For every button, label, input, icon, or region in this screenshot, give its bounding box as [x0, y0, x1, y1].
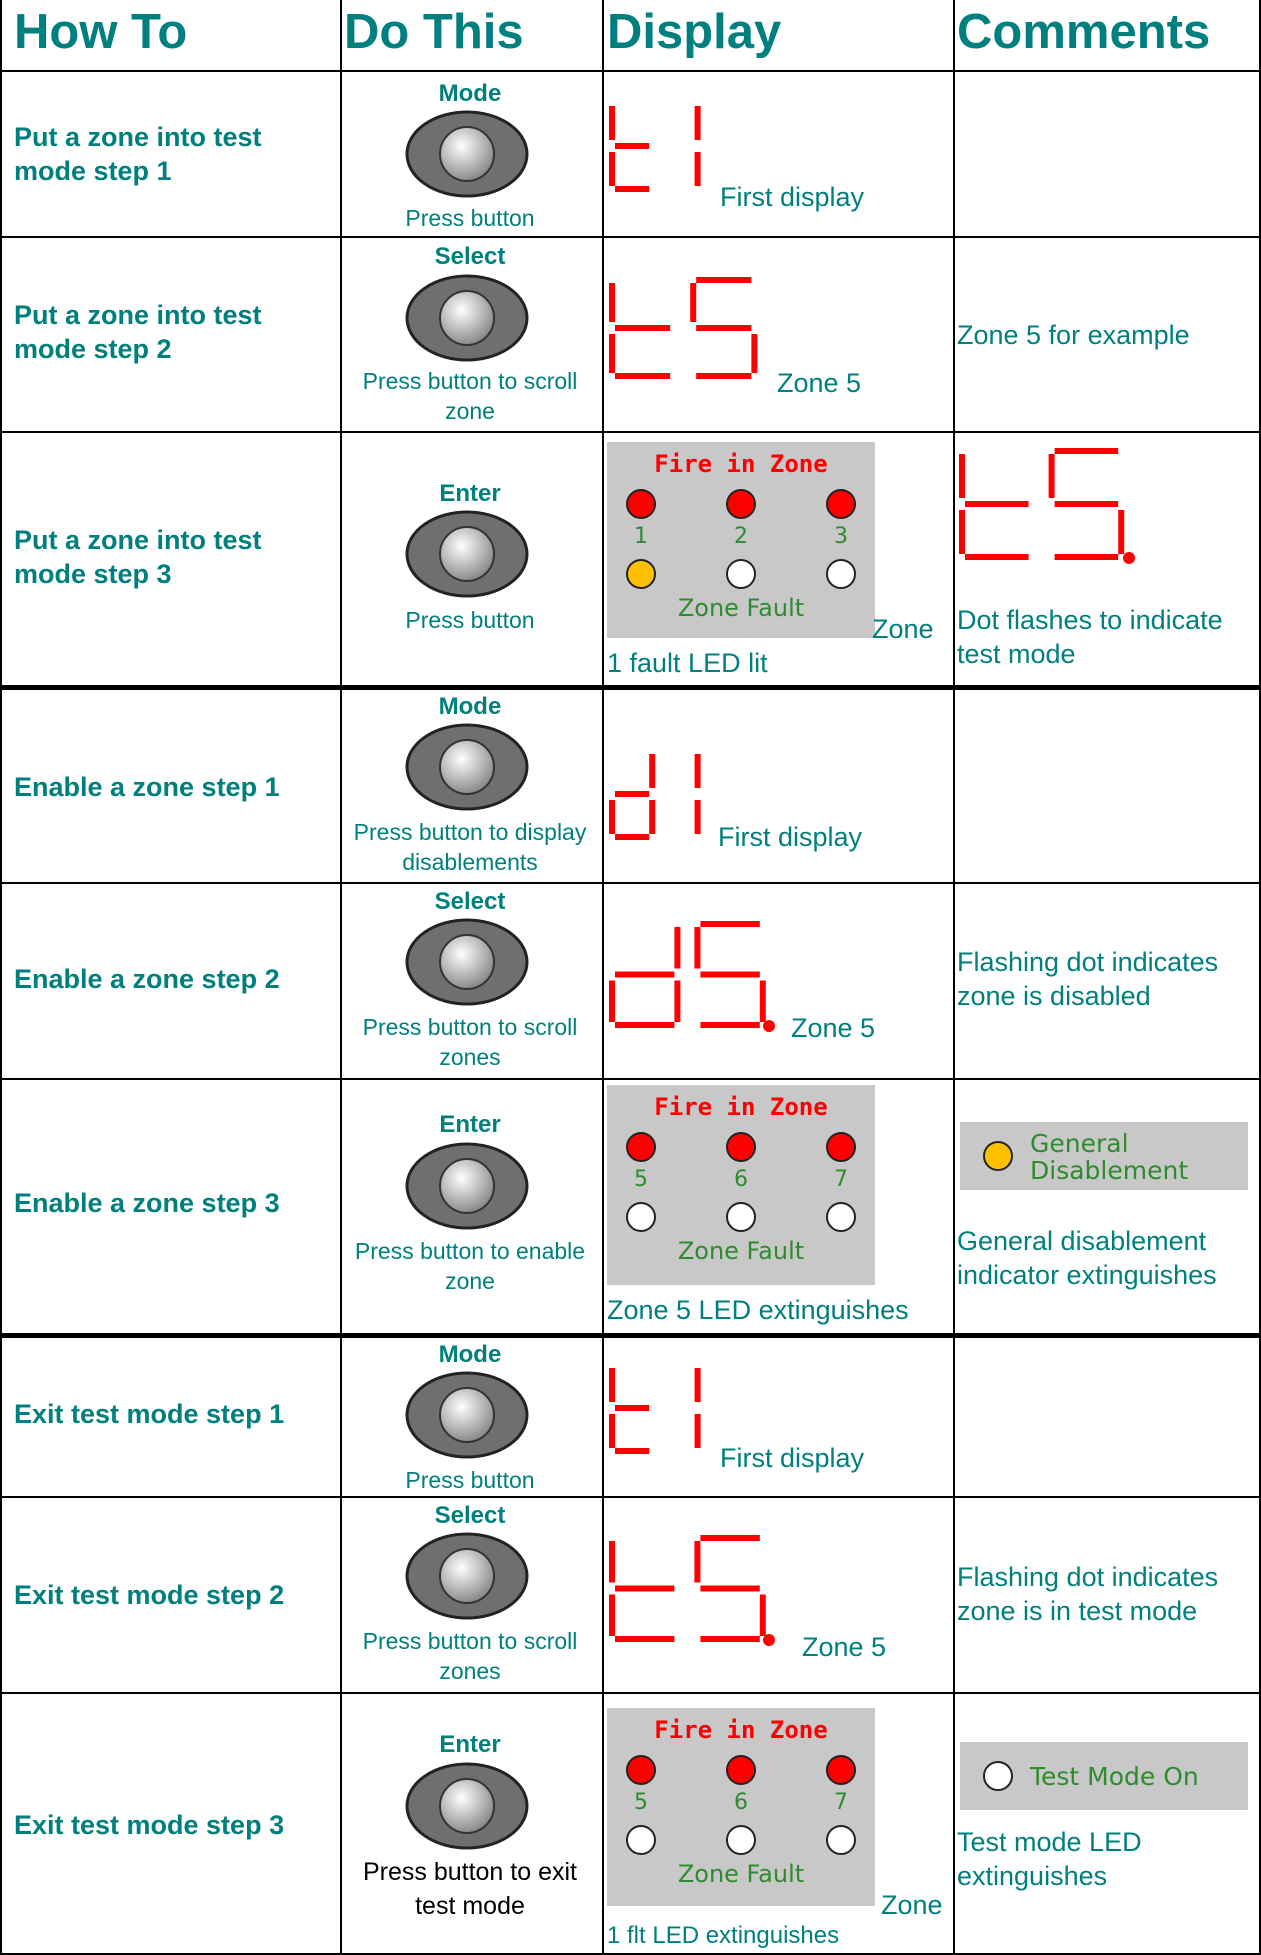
grid-line [0, 1496, 1261, 1498]
grid-line [0, 0, 2, 1955]
button-name: Select [434, 1502, 506, 1529]
display-caption: First display [718, 822, 863, 852]
display-caption: Zone [872, 614, 934, 644]
button-name: Enter [439, 1111, 501, 1138]
panel-title: Fire in Zone [654, 1093, 828, 1121]
zone-number: 7 [834, 1167, 848, 1192]
how-to-cell: Exit test mode step 2 [14, 1580, 285, 1610]
zone-number: 3 [834, 524, 848, 549]
grid-line [0, 685, 1261, 690]
action-text: Press button [405, 1467, 535, 1493]
how-to-cell: Put a zone into test mode step 3 [14, 525, 262, 589]
header-comments: Comments [957, 5, 1211, 59]
how-to-cell: Put a zone into test mode step 2 [14, 300, 262, 364]
header-display: Display [607, 5, 782, 59]
button-name: Select [434, 888, 506, 915]
panel-footer: Zone Fault [677, 594, 805, 622]
how-to-cell: Put a zone into test mode step 1 [14, 122, 262, 186]
zone-led-panel [607, 1708, 875, 1906]
button-name: Select [434, 243, 506, 270]
grid-line [0, 1692, 1261, 1694]
display-caption: First display [720, 182, 865, 212]
seven-segment-display [607, 277, 767, 387]
zone-number: 6 [734, 1167, 748, 1192]
grid-line [602, 0, 604, 1955]
how-to-cell: Enable a zone step 2 [14, 964, 280, 994]
display-caption: Zone 5 [777, 368, 862, 398]
action-text: Press button [405, 205, 535, 231]
enter-button[interactable] [403, 1140, 531, 1232]
seven-segment-display [957, 448, 1137, 568]
grid-line [0, 70, 1261, 72]
panel-title: Fire in Zone [654, 450, 828, 478]
action-text: Press button to scroll zone [362, 368, 578, 424]
test-mode-indicator [960, 1742, 1248, 1810]
button-name: Enter [439, 1731, 501, 1758]
led-indicator-icon [978, 1136, 1018, 1176]
panel-title: Fire in Zone [654, 1716, 828, 1744]
comment-text: Test mode LED extinguishes [957, 1827, 1142, 1891]
seven-segment-display [607, 921, 777, 1036]
select-button[interactable] [403, 1530, 531, 1622]
mode-button[interactable] [403, 1369, 531, 1461]
enter-button[interactable] [403, 1760, 531, 1852]
zone-led-panel [607, 442, 875, 638]
action-text: Press button [405, 607, 535, 633]
button-name: Enter [439, 480, 501, 507]
mode-button[interactable] [403, 721, 531, 813]
comment-text: Zone 5 for example [957, 320, 1190, 350]
comment-text: Dot flashes to indicate test mode [957, 605, 1223, 669]
zone-number: 1 [634, 524, 648, 549]
grid-line [953, 0, 955, 1955]
panel-footer: Zone Fault [677, 1237, 805, 1265]
display-caption: Zone [881, 1890, 943, 1920]
button-name: Mode [438, 80, 502, 107]
zone-number: 5 [634, 1790, 648, 1815]
zone-number: 2 [734, 524, 748, 549]
indicator-label: General Disablement [1030, 1129, 1189, 1185]
led-indicator-icon [978, 1756, 1018, 1796]
grid-line [0, 882, 1261, 884]
seven-segment-display [607, 1362, 717, 1462]
button-name: Mode [438, 693, 502, 720]
display-caption: 1 flt LED extinguishes [607, 1922, 840, 1949]
how-to-cell: Enable a zone step 1 [14, 772, 280, 802]
select-button[interactable] [403, 272, 531, 364]
display-caption: Zone 5 [791, 1013, 876, 1043]
display-caption: First display [720, 1443, 865, 1473]
zone-number: 6 [734, 1790, 748, 1815]
action-text: Press button to display disablements [353, 819, 587, 875]
grid-line [0, 236, 1261, 238]
grid-line [0, 1078, 1261, 1080]
display-caption: Zone 5 LED extinguishes [607, 1295, 909, 1325]
action-text: Press button to scroll zones [362, 1014, 578, 1070]
comment-text: General disablement indicator extinguishes [957, 1226, 1217, 1290]
panel-footer: Zone Fault [677, 1860, 805, 1888]
comment-text: Flashing dot indicates zone is disabled [957, 947, 1219, 1011]
header-do-this: Do This [344, 5, 524, 59]
seven-segment-display [607, 748, 717, 848]
how-to-cell: Exit test mode step 3 [14, 1810, 285, 1840]
select-button[interactable] [403, 916, 531, 1008]
enter-button[interactable] [403, 508, 531, 600]
grid-line [0, 431, 1261, 433]
how-to-cell: Exit test mode step 1 [14, 1399, 285, 1429]
button-name: Mode [438, 1341, 502, 1368]
header-how-to: How To [14, 5, 188, 59]
mode-button[interactable] [403, 108, 531, 200]
seven-segment-display [607, 1535, 777, 1650]
display-caption: 1 fault LED lit [607, 648, 768, 678]
how-to-cell: Enable a zone step 3 [14, 1188, 280, 1218]
display-caption: Zone 5 [802, 1632, 887, 1662]
comment-text: Flashing dot indicates zone is in test mode [957, 1562, 1219, 1626]
seven-segment-display [607, 100, 717, 200]
indicator-label: Test Mode On [1030, 1762, 1199, 1791]
zone-number: 7 [834, 1790, 848, 1815]
action-text: Press button to exit test mode [362, 1858, 577, 1920]
zone-number: 5 [634, 1167, 648, 1192]
grid-line [0, 1333, 1261, 1338]
zone-led-panel [607, 1085, 875, 1285]
action-text: Press button to scroll zones [362, 1628, 578, 1684]
general-disablement-indicator [960, 1122, 1248, 1190]
action-text: Press button to enable zone [354, 1238, 586, 1294]
